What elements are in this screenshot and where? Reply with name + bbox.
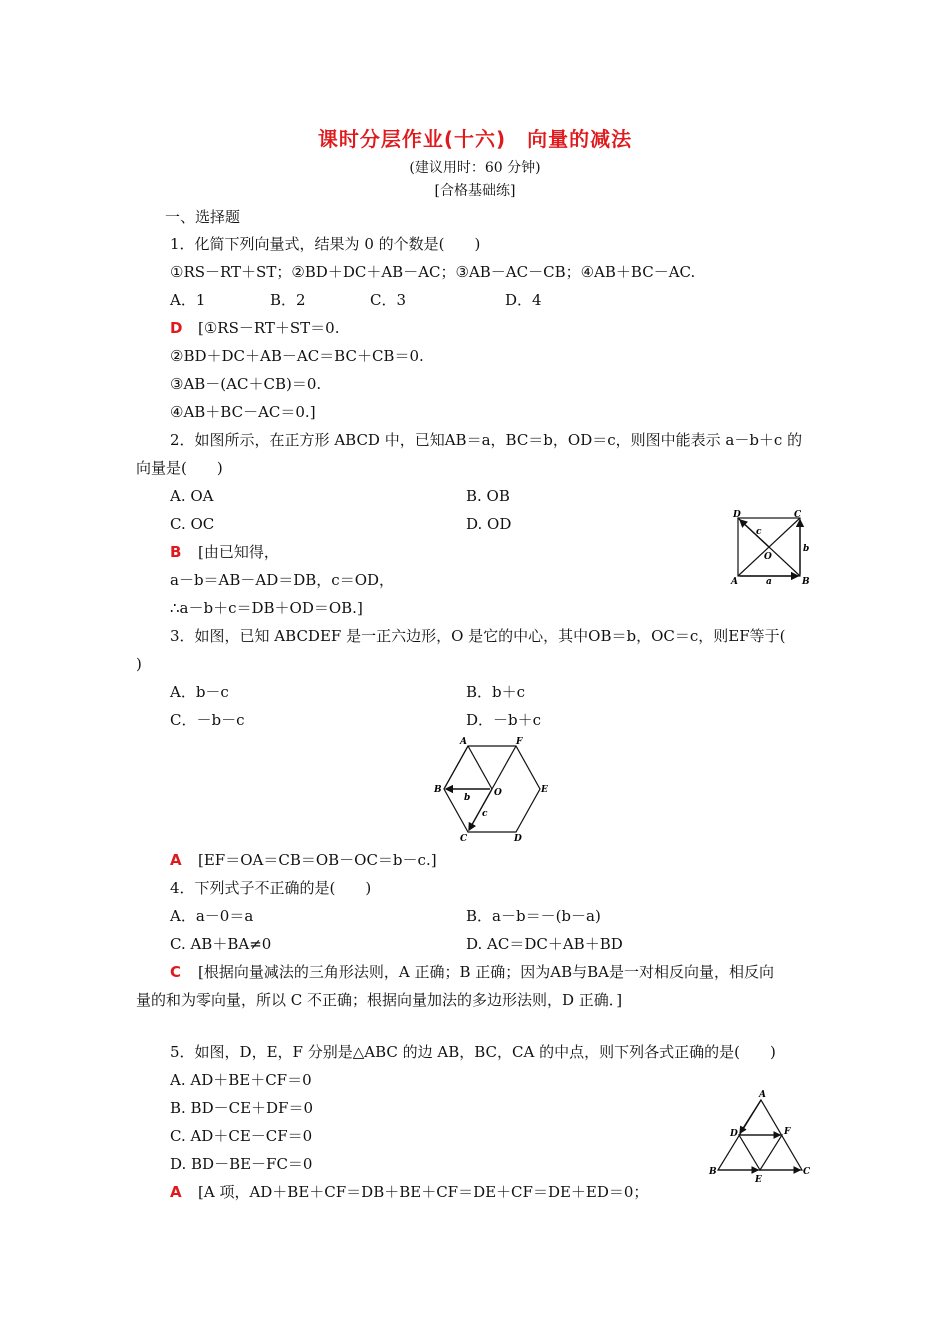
- q5-answer: A: [170, 1183, 182, 1201]
- q1-answer: D: [170, 319, 183, 337]
- q2-label-c: C: [794, 510, 802, 520]
- q2-solution-2: a－b＝AB－AD＝DB，c＝OD，: [170, 571, 395, 589]
- q2-label-b: B: [802, 577, 810, 587]
- q3-label-o: O: [494, 788, 502, 798]
- level-label: [合格基础练]: [434, 183, 516, 199]
- q2-stem-2: 向量是( ): [136, 459, 223, 477]
- q1-solution-4: ④AB＋BC－AC＝0.]: [170, 403, 316, 421]
- q4-option-a: A．a－0＝a: [170, 907, 254, 925]
- q2-label-vec-a: a: [766, 577, 772, 587]
- q3-label-d: D: [514, 834, 522, 844]
- q2-label-vec-c: c: [756, 527, 762, 537]
- q1-items: ①RS－RT＋ST；②BD＋DC＋AB－AC；③AB－AC－CB；④AB＋BC－AC.: [170, 263, 696, 281]
- q1-solution-2: ②BD＋DC＋AB－AC＝BC＋CB＝0.: [170, 347, 424, 365]
- page-title: 课时分层作业(十六) 向量的减法: [317, 127, 633, 151]
- q1-option-b: B．2: [270, 291, 306, 309]
- q1-option-a: A．1: [170, 291, 206, 309]
- q5-label-b: B: [709, 1167, 717, 1177]
- q1-solution-3: ③AB－(AC＋CB)＝0.: [170, 375, 322, 393]
- q5-solution: A [A 项，AD＋BE＋CF＝DB＋BE＋CF＝DE＋CF＝DE＋ED＝0；: [170, 1183, 649, 1201]
- q4-option-c: C. AB＋BA≠0: [170, 935, 272, 953]
- q4-solution-1: C [根据向量减法的三角形法则，A 正确；B 正确；因为AB与BA是一对相反向量，相反向: [170, 963, 774, 981]
- time-note: (建议用时：60 分钟): [409, 160, 541, 176]
- q1-solution-1: D [①RS－RT＋ST＝0.: [170, 319, 340, 337]
- q5-stem: 5．如图，D，E，F 分别是△ABC 的边 AB，BC，CA 的中点，则下列各式正确的是( ): [170, 1043, 776, 1061]
- q3-label-f: F: [516, 737, 523, 747]
- q4-answer: C: [170, 963, 182, 981]
- q3-option-d: D．－b＋c: [466, 711, 542, 729]
- q5-label-f: F: [784, 1127, 791, 1137]
- q2-label-d: D: [733, 510, 741, 520]
- q3-hexagon-figure: [428, 734, 552, 844]
- q2-label-vec-b: b: [803, 544, 810, 554]
- q2-solution-1: B [由已知得，: [170, 543, 279, 561]
- q5-option-d: D. BD－BE－FC＝0: [170, 1155, 313, 1173]
- q5-label-d: D: [730, 1129, 738, 1139]
- q5-option-b: B. BD－CE＋DF＝0: [170, 1099, 314, 1117]
- q3-stem-1: 3．如图，已知 ABCDEF 是一正六边形，O 是它的中心，其中OB＝b，OC＝c，则EF等于(: [170, 627, 786, 645]
- q4-option-d: D. AC＝DC＋AB＋BD: [466, 935, 623, 953]
- q4-solution-2: 量的和为零向量，所以 C 不正确；根据向量加法的多边形法则，D 正确．]: [136, 991, 623, 1009]
- q3-label-a: A: [460, 737, 467, 747]
- q2-option-a: A. OA: [170, 487, 214, 505]
- q2-solution-3: ∴a－b＋c＝DB＋OD＝OB.]: [170, 599, 363, 617]
- q5-option-c: C. AD＋CE－CF＝0: [170, 1127, 313, 1145]
- q3-label-vec-c: c: [482, 809, 488, 819]
- q5-label-c: C: [803, 1167, 810, 1177]
- q2-stem-1: 2．如图所示，在正方形 ABCD 中，已知AB＝a，BC＝b，OD＝c，则图中能表示 a－b＋c 的: [170, 431, 803, 449]
- q5-option-a: A. AD＋BE＋CF＝0: [170, 1071, 312, 1089]
- q2-answer: B: [170, 543, 182, 561]
- q2-square-figure: [728, 506, 812, 588]
- q3-solution: A [EF＝OA＝CB＝OB－OC＝b－c.]: [170, 851, 437, 869]
- q5-triangle-figure: [706, 1088, 810, 1184]
- q3-option-c: C．－b－c: [170, 711, 245, 729]
- q2-label-a: A: [731, 577, 738, 587]
- q1-stem: 1．化简下列向量式，结果为 0 的个数是( ): [170, 235, 481, 253]
- section-heading: 一、选择题: [165, 208, 241, 226]
- q3-label-c: C: [460, 834, 468, 844]
- q4-stem: 4．下列式子不正确的是( ): [170, 879, 372, 897]
- q3-label-b: B: [434, 785, 442, 795]
- q3-label-e: E: [541, 785, 548, 795]
- q5-label-e: E: [755, 1175, 762, 1184]
- q2-option-b: B. OB: [466, 487, 510, 505]
- q3-option-b: B．b＋c: [466, 683, 526, 701]
- q3-stem-2: ): [136, 655, 142, 673]
- q3-answer: A: [170, 851, 182, 869]
- q3-option-a: A．b－c: [170, 683, 229, 701]
- q5-label-a: A: [759, 1090, 766, 1100]
- q2-option-c: C. OC: [170, 515, 215, 533]
- q3-label-vec-b: b: [464, 793, 471, 803]
- q1-option-d: D．4: [505, 291, 542, 309]
- q1-option-c: C．3: [370, 291, 407, 309]
- q4-option-b: B．a－b＝－(b－a): [466, 907, 601, 925]
- q2-option-d: D. OD: [466, 515, 512, 533]
- q2-label-o: O: [764, 552, 772, 562]
